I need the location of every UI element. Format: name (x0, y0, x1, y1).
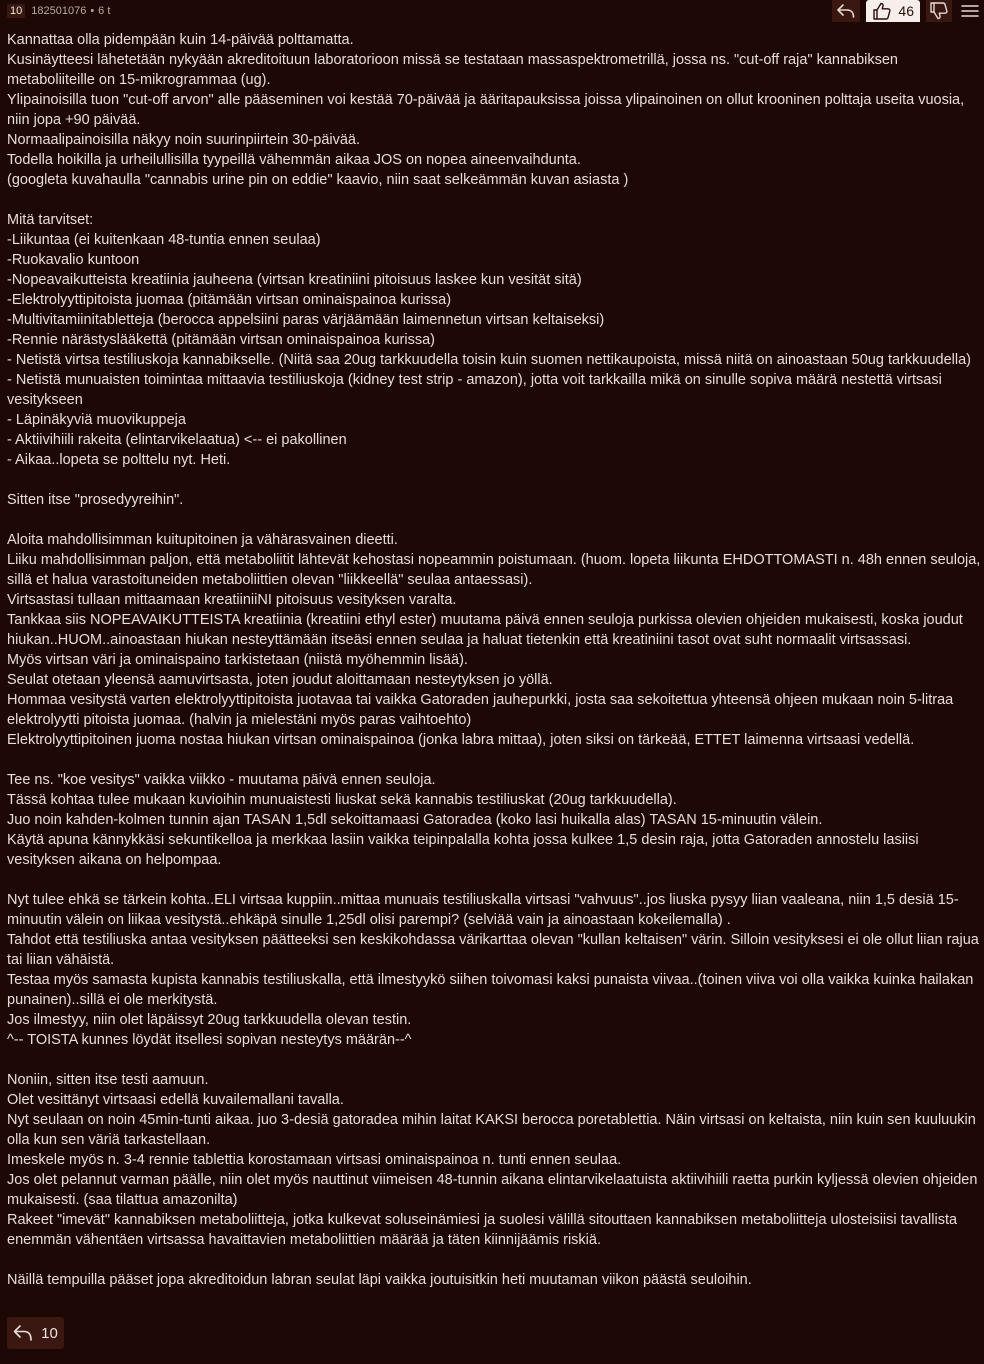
body-line: -Liikuntaa (ei kuitenkaan 48-tuntia ennen seulaa) (7, 232, 321, 248)
body-line: Jos ilmestyy, niin olet läpäissyt 20ug tarkkuudella olevan testin. (7, 1012, 412, 1028)
body-line: Hommaa vesitystä varten elektrolyyttipitoista juotavaa tai vaikka Gatoraden jauhepurkki, josta saa sekoitettua yhteensä ohjeen mukaan noin 5-litraa elektrolyytti pitoista juomaa. (halvin ja mielestäni myös paras vaihtoehto) (7, 692, 954, 728)
body-line: -Ruokavalio kuntoon (7, 252, 140, 268)
post-header (0, 0, 984, 22)
body-line: Testaa myös samasta kupista kannabis testiliuskalla, että ilmestyykö siihen toivomasi kaksi punaista viivaa..(toinen viiva voi olla vaikka kuinka hailakan punainen)..sillä ei ole merkitystä. (7, 972, 974, 1008)
post-actions (826, 0, 984, 22)
hamburger-menu-icon (961, 4, 979, 18)
body-line: Kusinäytteesi lähetetään nykyään akreditoituun laboratorioon missä se testataan massaspektrometrillä, jossa ns. "cut-off raja" kannabiksen metaboliiteille on 15-mikrogrammaa (ug). (7, 52, 898, 88)
body-line: - Aikaa..lopeta se polttelu nyt. Heti. (7, 452, 231, 468)
body-line: Käytä apuna kännykkäsi sekuntikelloa ja merkkaa lasiin vaikka teipinpalalla kohta jossa kulkee 1,5 desin raja, jotta Gatoraden annostelu lasiisi vesityksen aikana on helpompaa. (7, 832, 919, 868)
body-line: Elektrolyyttipitoinen juoma nostaa hiukan virtsan ominaispainoa (jonka labra mittaa), joten siksi on tärkeää, ETTET laimenna virtsaasi vedellä. (7, 732, 915, 748)
body-line: Jos olet pelannut varman päälle, niin olet myös nauttinut viimeisen 48-tunnin aikana elintarvikelaatuista aktiivihiili raetta purkin kyljessä olevien ohjeiden mukaisesti. (saa tilattua amazonilta) (7, 1172, 978, 1208)
downvote-button[interactable] (926, 0, 952, 22)
paragraph-gap (7, 1050, 982, 1070)
body-line: Virtsastasi tullaan mittaamaan kreatiiniiNI pitoisuus vesityksen varalta. (7, 592, 457, 608)
body-line: Noniin, sitten itse testi aamuun. (7, 1072, 209, 1088)
replies-count: 10 (41, 1324, 58, 1342)
body-line: Seulat otetaan yleensä aamuvirtsasta, joten joudut aloittamaan nesteytyksen jo yöllä. (7, 672, 553, 688)
body-line: Rakeet "imevät" kannabiksen metaboliitteja, jotka kulkevat soluseinämiesi ja suolesi välillä sitouttaen kannabiksen metaboliitteja ulosteisiisi tavallista enemmän vähentäen virtsassa havaittavien metaboliittien määrää ja täten kiinnijäämis riskiä. (7, 1212, 958, 1248)
paragraph-gap (7, 190, 982, 210)
body-line: -Rennie närästyslääkettä (pitämään virtsan ominaispainoa kurissa) (7, 332, 435, 348)
post-meta (7, 3, 110, 19)
body-line: ^-- TOISTA kunnes löydät itsellesi sopivan nesteytys määrän--^ (7, 1032, 412, 1048)
replies-button[interactable] (7, 1317, 64, 1349)
body-line: Aloita mahdollisimman kuitupitoinen ja vähärasvainen dieetti. (7, 532, 398, 548)
reply-button[interactable] (832, 0, 860, 22)
body-line: - Netistä munuaisten toimintaa mittaavia testiliuskoja (kidney test strip - amazon), jotta voit tarkkailla mikä on sinulle sopiva määrä nestettä virtsasi vesitykseen (7, 372, 942, 408)
body-line: Normaalipainoisilla näkyy noin suurinpiirtein 30-päivää. (7, 132, 361, 148)
body-line: Tahdot että testiliuska antaa vesityksen päätteeksi sen keskikohdassa värikarttaa olevan "kullan keltaisen" värin. Silloin vesityksesi ei ole ollut liian rajua tai liian vähäistä. (7, 932, 979, 968)
body-line: Sitten itse "prosedyyreihin". (7, 492, 184, 508)
upvote-button[interactable] (866, 0, 920, 22)
body-line: Myös virtsan väri ja ominaispaino tarkistetaan (niistä myöhemmin lisää). (7, 652, 468, 668)
body-line: Juo noin kahden-kolmen tunnin ajan TASAN 1,5dl sekoittamaasi Gatoradea (koko lasi huikalla alas) TASAN 15-minuutin välein. (7, 812, 823, 828)
paragraph-gap (7, 750, 982, 770)
body-line: (googleta kuvahaulla "cannabis urine pin on eddie" kaavio, niin saat selkeämmän kuvan asiasta ) (7, 172, 629, 188)
meta-separator: • (90, 5, 95, 17)
paragraph-gap (7, 1250, 982, 1270)
body-line: Tee ns. "koe vesitys" vaikka viikko - muutama päivä ennen seuloja. (7, 772, 436, 788)
body-line: Imeskele myös n. 3-4 rennie tablettia korostamaan virtsasi ominaispainoa n. tunti ennen seulaa. (7, 1152, 622, 1168)
body-line: Nyt seulaan on noin 45min-tunti aikaa. juo 3-desiä gatoradea mihin laitat KAKSI berocca poretablettia. Näin virtsasi on keltaista, niin kuin sen kuuluukin olla kun sen väriä tarkastellaan. (7, 1112, 976, 1148)
body-line: Olet vesittänyt virtsaasi edellä kuvailemallani tavalla. (7, 1092, 344, 1108)
post-age: 6 t (98, 5, 111, 17)
paragraph-gap (7, 870, 982, 890)
post-menu-button[interactable] (956, 0, 984, 22)
body-line: - Netistä virtsa testiliuskoja kannabikselle. (Niitä saa 20ug tarkkuudella toisin kuin suomen nettikaupoista, missä niitä on ainoastaan 50ug tarkkuudella) (7, 352, 971, 368)
reply-arrow-icon (13, 1324, 33, 1342)
body-line: Näillä tempuilla pääset jopa akreditoidun labran seulat läpi vaikka joutuisitkin heti muutaman viikon päästä seuloihin. (7, 1272, 752, 1288)
upvote-count: 46 (898, 3, 914, 19)
paragraph-gap (7, 470, 982, 490)
body-line: Ylipainoisilla tuon "cut-off arvon" alle pääseminen voi kestää 70-päivää ja ääritapauksissa joissa ylipainoinen on ollut krooninen polttaja useita vuosia, niin jopa +90 päivää. (7, 92, 965, 128)
reply-arrow-icon (837, 3, 855, 19)
body-line: -Elektrolyyttipitoista juomaa (pitämään virtsan ominaispainoa kurissa) (7, 292, 452, 308)
body-line: -Multivitamiinitabletteja (berocca appelsiini paras värjäämään laimennetun virtsan keltaiseksi) (7, 312, 605, 328)
body-line: Todella hoikilla ja urheilullisilla tyypeillä vähemmän aikaa JOS on nopea aineenvaihdunta. (7, 152, 581, 168)
body-line: Tankkaa siis NOPEAVAIKUTTEISTA kreatiinia (kreatiini ethyl ester) muutama päivä ennen seuloja purkissa olevien ohjeiden mukaisesti, koska joudut hiukan..HUOM..ainoastaan hiukan nesteyttämään itseäsi ennen seulaa ja haluat tietenkin että kreatiniini tasot ovat suht normaalit virtsassasi. (7, 612, 963, 648)
body-line: - Aktiivihiili rakeita (elintarvikelaatua) <-- ei pakollinen (7, 432, 347, 448)
thumbs-down-icon (929, 2, 949, 20)
post-id: 182501076 (31, 5, 87, 17)
thumbs-up-icon (872, 2, 892, 20)
body-line: - Läpinäkyviä muovikuppeja (7, 412, 186, 428)
reply-count-badge: 10 (7, 4, 25, 18)
body-line: Liiku mahdollisimman paljon, että metaboliitit lähtevät kehostasi nopeammin poistumaan. (huom. lopeta liikunta EHDOTTOMASTI n. 48h ennen seuloja, sillä et halua varastoituneiden metaboliittien olevan "liikkeellä" seulaa antaessasi). (7, 552, 981, 588)
body-line: Mitä tarvitset: (7, 212, 94, 228)
body-line: Kannattaa olla pidempään kuin 14-päivää polttamatta. (7, 32, 354, 48)
paragraph-gap (7, 510, 982, 530)
post-body (7, 30, 982, 1290)
body-line: -Nopeavaikutteista kreatiinia jauheena (virtsan kreatiniini pitoisuus laskee kun vesität sitä) (7, 272, 582, 288)
body-line: Nyt tulee ehkä se tärkein kohta..ELI virtsaa kuppiin..mittaa munuais testiliuskalla virtsasi "vahvuus"..jos liuska pysyy liian vaaleana, niin 1,5 desiä 15-minuutin välein on liikaa vesitystä..ehkäpä sinulle 1,25dl olisi parempi? (selviää vain ja ainoastaan kokeilemalla) . (7, 892, 959, 928)
body-line: Tässä kohtaa tulee mukaan kuvioihin munuaistesti liuskat sekä kannabis testiliuskat (20ug tarkkuudella). (7, 792, 677, 808)
